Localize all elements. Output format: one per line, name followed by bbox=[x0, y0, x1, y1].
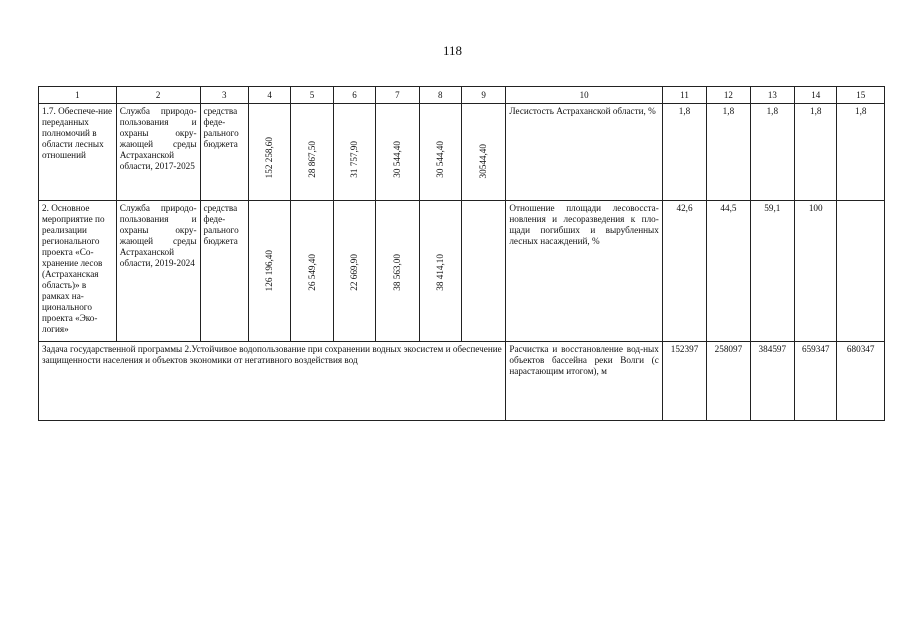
page-number: 118 bbox=[442, 43, 463, 58]
amount-total-cell bbox=[248, 201, 290, 342]
table-row bbox=[39, 342, 885, 421]
amount-cell bbox=[419, 104, 461, 201]
header-cell: 15 bbox=[837, 87, 885, 104]
table-row bbox=[39, 104, 885, 201]
header-cell: 2 bbox=[116, 87, 200, 104]
amount-cell bbox=[376, 201, 419, 342]
executor: Служба природо-пользования и охраны окру-жающей среды Астраханской области, 2019-2024 bbox=[116, 201, 200, 342]
amount-value: 31 757,90 bbox=[348, 141, 359, 178]
indicator-value: 100 bbox=[795, 201, 837, 342]
amount-cell bbox=[333, 201, 375, 342]
header-cell: 11 bbox=[662, 87, 706, 104]
header-cell: 9 bbox=[461, 87, 505, 104]
indicator-value: 1,8 bbox=[750, 104, 794, 201]
header-cell: 8 bbox=[419, 87, 461, 104]
header-cell: 14 bbox=[795, 87, 837, 104]
indicator-value: 1,8 bbox=[707, 104, 750, 201]
amount-value: 30 544,40 bbox=[434, 141, 445, 178]
indicator-value: 384597 bbox=[750, 342, 794, 421]
header-cell: 3 bbox=[200, 87, 248, 104]
amount-total-cell bbox=[248, 104, 290, 201]
amount-value: 38 563,00 bbox=[391, 254, 402, 291]
amount-cell bbox=[291, 201, 333, 342]
indicator-name: Отношение площади лесовосста-новления и лесоразведения к пло-щади погибших и вырубленных лесных насаждений, % bbox=[506, 201, 662, 342]
amount-cell bbox=[461, 104, 505, 201]
amount-value: 38 414,10 bbox=[434, 254, 445, 291]
indicator-value: 1,8 bbox=[662, 104, 706, 201]
header-cell: 6 bbox=[333, 87, 375, 104]
activity-name: 1.7. Обеспече-ние переданных полномочий в области лесных отношений bbox=[39, 104, 117, 201]
amount-total: 126 196,40 bbox=[264, 249, 275, 291]
amount-value: 26 549,40 bbox=[306, 254, 317, 291]
amount-value: 22 669,90 bbox=[348, 254, 359, 291]
header-row bbox=[39, 87, 885, 104]
indicator-value: 42,6 bbox=[662, 201, 706, 342]
indicator-value: 680347 bbox=[837, 342, 885, 421]
funding-source: средства феде-рального бюджета bbox=[200, 104, 248, 201]
amount-value: 30 544,40 bbox=[391, 141, 402, 178]
header-cell: 10 bbox=[506, 87, 662, 104]
amount-cell bbox=[419, 201, 461, 342]
amount-value: 30544,40 bbox=[478, 143, 489, 178]
table-row bbox=[39, 201, 885, 342]
indicator-value: 44,5 bbox=[707, 201, 750, 342]
header-cell: 12 bbox=[707, 87, 750, 104]
indicator-value: 59,1 bbox=[750, 201, 794, 342]
header-cell: 1 bbox=[39, 87, 117, 104]
indicator-value: 1,8 bbox=[837, 104, 885, 201]
funding-source: средства феде-рального бюджета bbox=[200, 201, 248, 342]
indicator-value bbox=[837, 201, 885, 342]
indicator-value: 258097 bbox=[707, 342, 750, 421]
amount-cell bbox=[333, 104, 375, 201]
program-table bbox=[38, 86, 885, 421]
amount-cell bbox=[291, 104, 333, 201]
program-task: Задача государственной программы 2.Устойчивое водопользование при сохранении водных экосистем и обеспечение защищенности населения и объектов экономики от негативного воздействия вод bbox=[39, 342, 506, 421]
indicator-name: Лесистость Астраханской области, % bbox=[506, 104, 662, 201]
header-cell: 5 bbox=[291, 87, 333, 104]
executor: Служба природо-пользования и охраны окру-жающей среды Астраханской области, 2017-2025 bbox=[116, 104, 200, 201]
amount-total: 152 258,60 bbox=[264, 136, 275, 178]
header-cell: 4 bbox=[248, 87, 290, 104]
amount-value: 28 867,50 bbox=[306, 141, 317, 178]
indicator-value: 1,8 bbox=[795, 104, 837, 201]
indicator-value: 152397 bbox=[662, 342, 706, 421]
header-cell: 13 bbox=[750, 87, 794, 104]
indicator-value: 659347 bbox=[795, 342, 837, 421]
amount-cell bbox=[376, 104, 419, 201]
indicator-name: Расчистка и восстановление вод-ных объектов бассейна реки Волги (с нарастающим итогом), м bbox=[506, 342, 662, 421]
activity-name: 2. Основное мероприятие по реализации регионального проекта «Со-хранение лесов (Астраханская область)» в рамках на-ционального проекта «Эко-логия» bbox=[39, 201, 117, 342]
header-cell: 7 bbox=[376, 87, 419, 104]
amount-cell bbox=[461, 201, 505, 342]
